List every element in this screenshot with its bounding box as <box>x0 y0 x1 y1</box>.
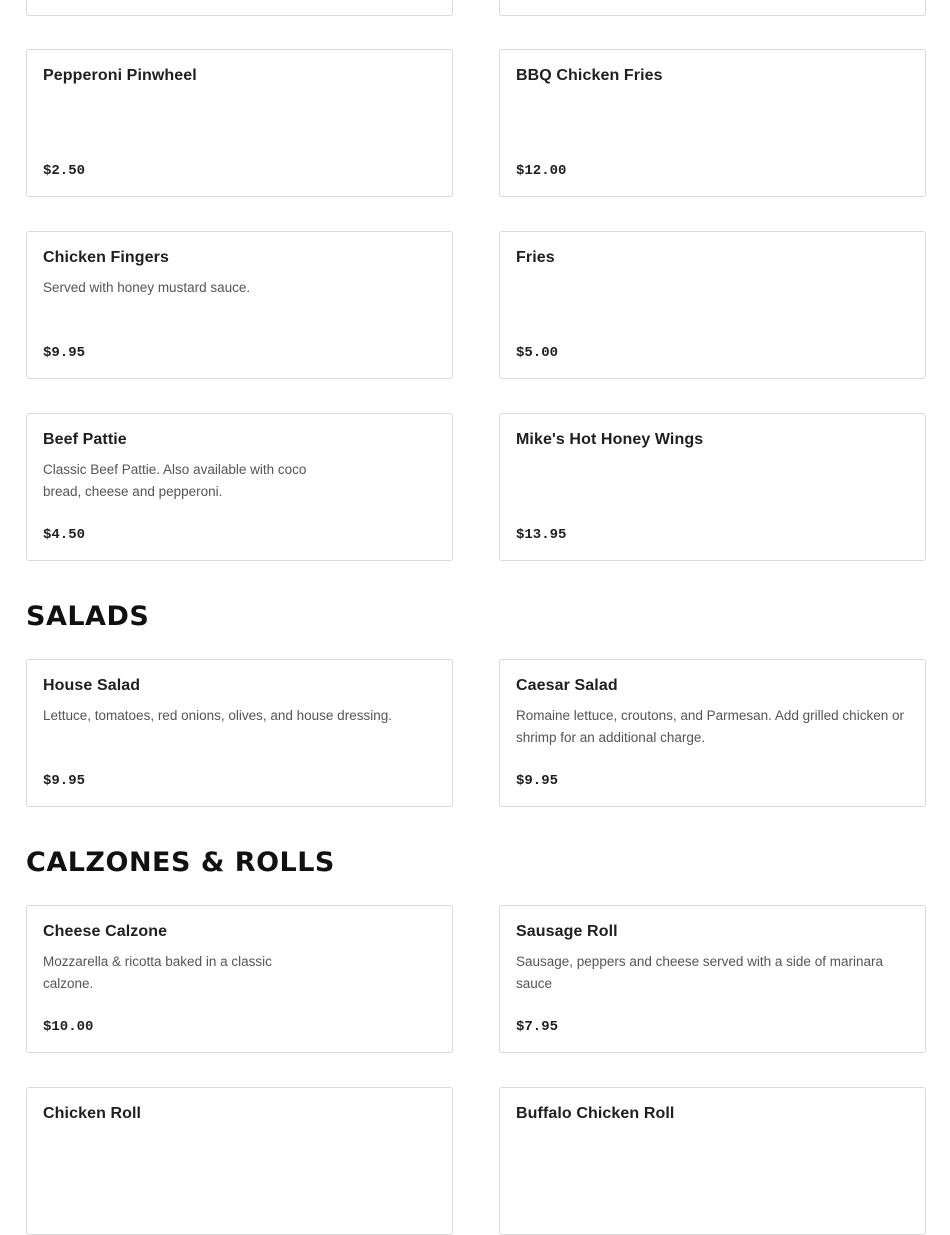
menu-item-price: $9.95 <box>43 773 86 789</box>
menu-item-card[interactable] <box>499 413 926 561</box>
menu-item-description: Romaine lettuce, croutons, and Parmesan. Add grilled chicken or shrimp for an additional charge. <box>516 708 904 745</box>
menu-item-description: Mozzarella & ricotta baked in a classic calzone. <box>43 954 272 991</box>
menu-item-name: Caesar Salad <box>516 677 618 694</box>
menu-item-card-partial[interactable] <box>26 0 453 16</box>
menu-item-description: Sausage, peppers and cheese served with a side of marinara sauce <box>516 954 883 991</box>
menu-item-card[interactable] <box>26 49 453 197</box>
menu-item-name: Fries <box>516 249 555 266</box>
menu-item-price: $5.00 <box>516 345 559 361</box>
menu-item-price: $13.95 <box>516 527 567 543</box>
section-title-calzones-rolls: CALZONES & ROLLS <box>26 847 335 878</box>
menu-item-description: Lettuce, tomatoes, red onions, olives, and house dressing. <box>43 708 392 723</box>
menu-item-card[interactable] <box>499 1087 926 1235</box>
menu-item-price: $12.00 <box>516 163 567 179</box>
menu-item-card-partial[interactable] <box>499 0 926 16</box>
menu-item-price: $4.50 <box>43 527 86 543</box>
menu-item-card[interactable] <box>499 231 926 379</box>
menu-item-name: BBQ Chicken Fries <box>516 67 663 84</box>
menu-item-description: Classic Beef Pattie. Also available with coco bread, cheese and pepperoni. <box>43 462 307 499</box>
menu-item-name: Beef Pattie <box>43 431 127 448</box>
menu-item-card[interactable] <box>499 659 926 807</box>
menu-item-name: Chicken Fingers <box>43 249 169 266</box>
section-title-salads: SALADS <box>26 601 150 632</box>
menu-item-price: $2.50 <box>43 163 86 179</box>
menu-item-name: House Salad <box>43 677 141 694</box>
menu-item-name: Chicken Roll <box>43 1105 142 1122</box>
menu-item-card[interactable] <box>499 905 926 1053</box>
menu-item-card[interactable] <box>26 905 453 1053</box>
menu-item-price: $7.95 <box>516 1019 559 1035</box>
menu-item-name: Sausage Roll <box>516 923 618 940</box>
menu-item-card[interactable] <box>499 49 926 197</box>
menu-item-price: $9.95 <box>43 345 86 361</box>
menu-item-price: $9.95 <box>516 773 559 789</box>
menu-item-card[interactable] <box>26 1087 453 1235</box>
menu-item-price: $10.00 <box>43 1019 94 1035</box>
menu-item-card[interactable] <box>26 413 453 561</box>
menu-item-name: Mike's Hot Honey Wings <box>516 431 704 448</box>
menu-item-name: Buffalo Chicken Roll <box>516 1105 675 1122</box>
menu-item-description: Served with honey mustard sauce. <box>43 280 251 295</box>
menu-item-name: Pepperoni Pinwheel <box>43 67 197 84</box>
menu-item-card[interactable] <box>26 659 453 807</box>
menu-item-card[interactable] <box>26 231 453 379</box>
menu-item-name: Cheese Calzone <box>43 923 168 940</box>
